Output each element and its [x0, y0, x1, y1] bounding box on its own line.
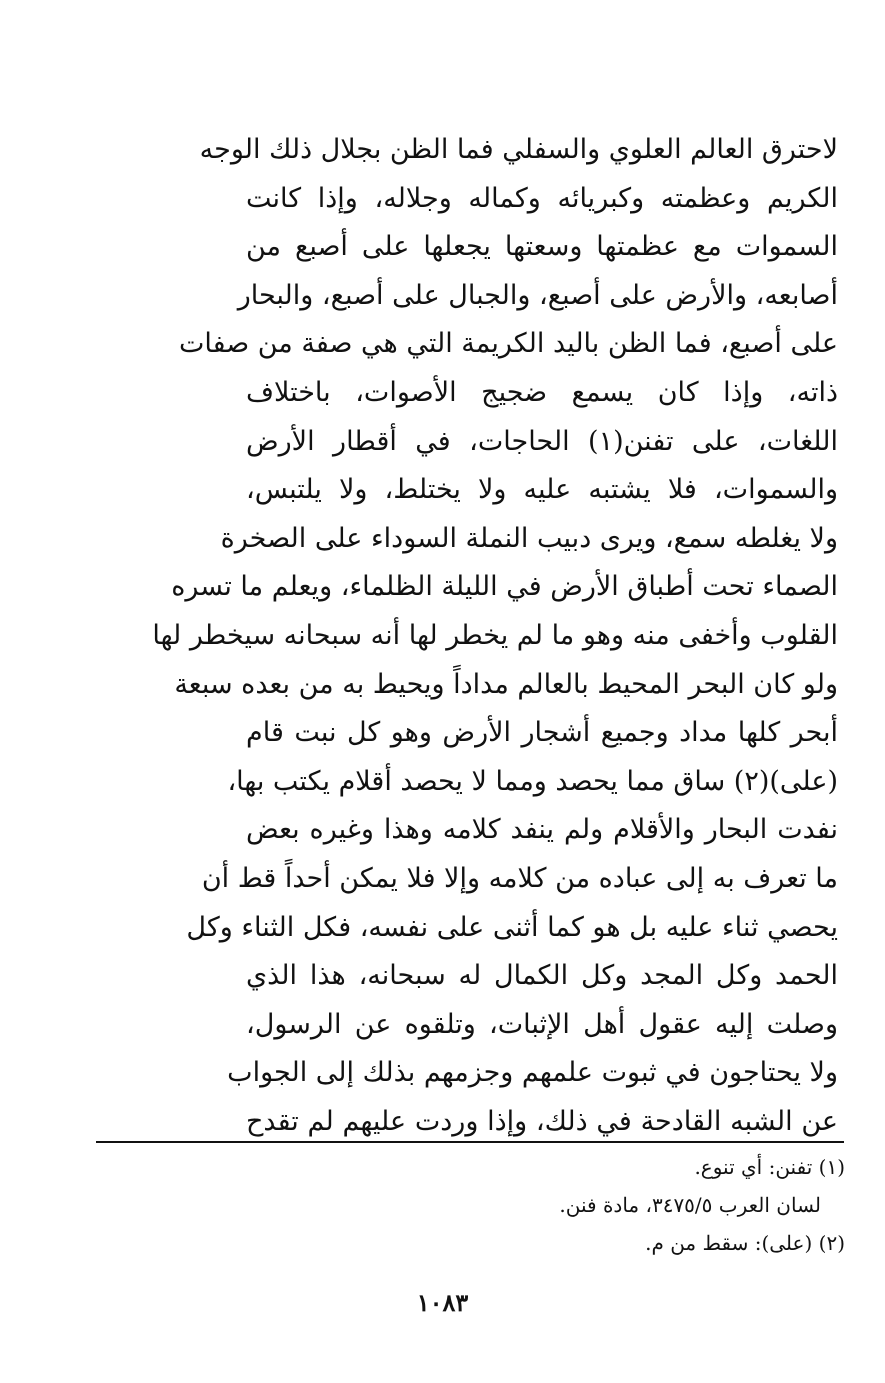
- text-line: ولا يغلطه سمع، ويرى دبيب النملة السوداء على الصخرة: [220, 522, 838, 554]
- page-number: ١٠٨٣: [416, 1288, 469, 1317]
- text-line: عن الشبه القادحة في ذلك، وإذا وردت عليهم لم تقدح: [246, 1105, 838, 1137]
- text-line: لاحترق العالم العلوي والسفلي فما الظن بجلال ذلك الوجه: [199, 134, 838, 165]
- text-line: ولو كان البحر المحيط بالعالم مداداً ويحيط به من بعده سبعة: [174, 668, 838, 700]
- text-line: ذاته، وإذا كان يسمع ضجيج الأصوات، باختلاف: [246, 376, 838, 408]
- text-line: القلوب وأخفى منه وهو ما لم يخطر لها أنه سبحانه سيخطر لها: [152, 619, 838, 651]
- footnote-1: (١) تفنن: أي تنوع.: [694, 1155, 845, 1179]
- text-line: وصلت إليه عقول أهل الإثبات، وتلقوه عن الرسول،: [246, 1008, 838, 1040]
- text-line: والسموات، فلا يشتبه عليه ولا يختلط، ولا يلتبس،: [246, 474, 838, 506]
- text-line: الصماء تحت أطباق الأرض في الليلة الظلماء، ويعلم ما تسره: [171, 571, 838, 603]
- text-line: أصابعه، والأرض على أصبع، والجبال على أصبع، والبحار: [237, 279, 838, 311]
- text-line: ولا يحتاجون في ثبوت علمهم وجزمهم بذلك إلى الجواب: [227, 1057, 838, 1089]
- text-line: أبحر كلها مداد وجميع أشجار الأرض وهو كل نبت قام: [246, 717, 838, 749]
- text-line: الحمد وكل المجد وكل الكمال له سبحانه، هذا الذي: [246, 960, 838, 992]
- footnote-divider: [96, 1141, 844, 1143]
- text-line: اللغات، على تفنن(١) الحاجات، في أقطار الأرض: [246, 425, 838, 457]
- main-text: [152, 126, 838, 1146]
- footnote-2: (٢) (على): سقط من م.: [645, 1231, 845, 1255]
- text-line: نفدت البحار والأقلام ولم ينفد كلامه وهذا وغيره بعض: [246, 814, 838, 846]
- text-line: على أصبع، فما الظن باليد الكريمة التي هي صفة من صفات: [178, 328, 838, 360]
- text-line: ما تعرف به إلى عباده من كلامه وإلا فلا يمكن أحداً قط أن: [201, 862, 838, 894]
- text-line: يحصي ثناء عليه بل هو كما أثنى على نفسه، فكل الثناء وكل: [186, 911, 838, 943]
- footnotes: [300, 1148, 845, 1262]
- text-line: السموات مع عظمتها وسعتها يجعلها على أصبع من: [246, 231, 838, 263]
- footnote-1-source: لسان العرب ٣٤٧٥/٥، مادة فنن.: [559, 1193, 821, 1217]
- text-line: الكريم وعظمته وكبريائه وكماله وجلاله، وإذا كانت: [246, 182, 838, 214]
- text-line: (على)(٢) ساق مما يحصد ومما لا يحصد أقلام يكتب بها،: [227, 765, 838, 797]
